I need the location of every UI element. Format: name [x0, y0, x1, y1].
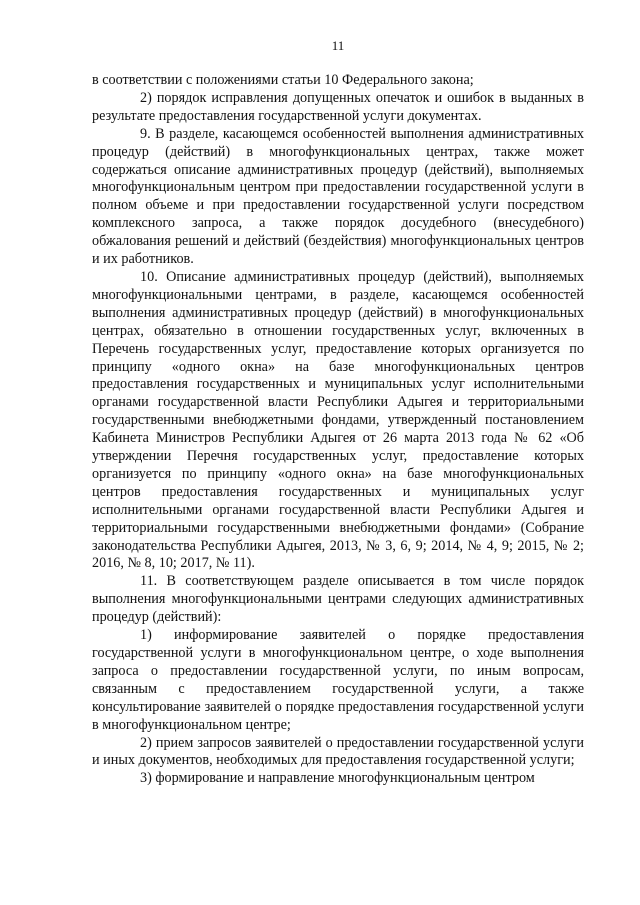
paragraph: 9. В разделе, касающемся особенностей выполнения административных процедур (действий) в многофункциональных центрах, также может содержаться описание административных процедур (действий), выполняемых многофункциональным центром при предоставлении государственной услуги в полном объеме и при предоставлении государственной услуги посредством комплексного запроса, а также порядок досудебного (внесудебного) обжалования решений и действий (бездействия) многофункциональных центров и их работников.	[92, 125, 584, 268]
paragraph: 3) формирование и направление многофункциональным центром	[140, 770, 535, 787]
document-body	[92, 72, 584, 788]
paragraph: 2) прием запросов заявителей о предоставлении государственной услуги и иных документов, необходимых для предоставления государственной услуги;	[92, 734, 584, 769]
paragraph: в соответствии с положениями статьи 10 Федерального закона;	[92, 72, 474, 88]
paragraph: 1) информирование заявителей о порядке предоставления государственной услуги в многофункциональном центре, о ходе выполнения запроса о предоставлении государственной услуги, по иным вопросам, связанным с предоставлением государственной услуги, а также консультирование заявителей о порядке предоставления государственной услуги в многофункциональном центре;	[92, 627, 584, 733]
page-number: 11	[331, 38, 345, 53]
paragraph: 10. Описание административных процедур (действий), выполняемых многофункциональными центрами, в разделе, касающемся особенностей выполнения административных процедур (действий) в многофункциональных центрах, обязательно в отношении государственных услуг, включенных в Перечень государственных услуг, предоставление которых организуется по принципу «одного окна» на базе многофункциональных центров предоставления государственных и муниципальных услуг исполнительными органами государственной власти Республики Адыгея и территориальными государственными внебюджетными фондами, утвержденный постановлением Кабинета Министров Республики Адыгея от 26 марта 2013 года № 62 «Об утверждении Перечня государственных услуг, предоставление которых организуется по принципу «одного окна» на базе многофункциональных центров предоставления государственных и муниципальных услуг исполнительными органами государственной власти Республики Адыгея и территориальными государственными внебюджетными фондами» (Собрание законодательства Республики Адыгея, 2013, № 3, 6, 9; 2014, № 4, 9; 2015, № 2; 2016, № 8, 10; 2017, № 11).	[92, 268, 584, 572]
paragraph: 11. В соответствующем разделе описывается в том числе порядок выполнения многофункциональными центрами следующих административных процедур (действий):	[92, 573, 584, 626]
paragraph: 2) порядок исправления допущенных опечаток и ошибок в выданных в результате предоставления государственной услуги документах.	[92, 89, 584, 124]
